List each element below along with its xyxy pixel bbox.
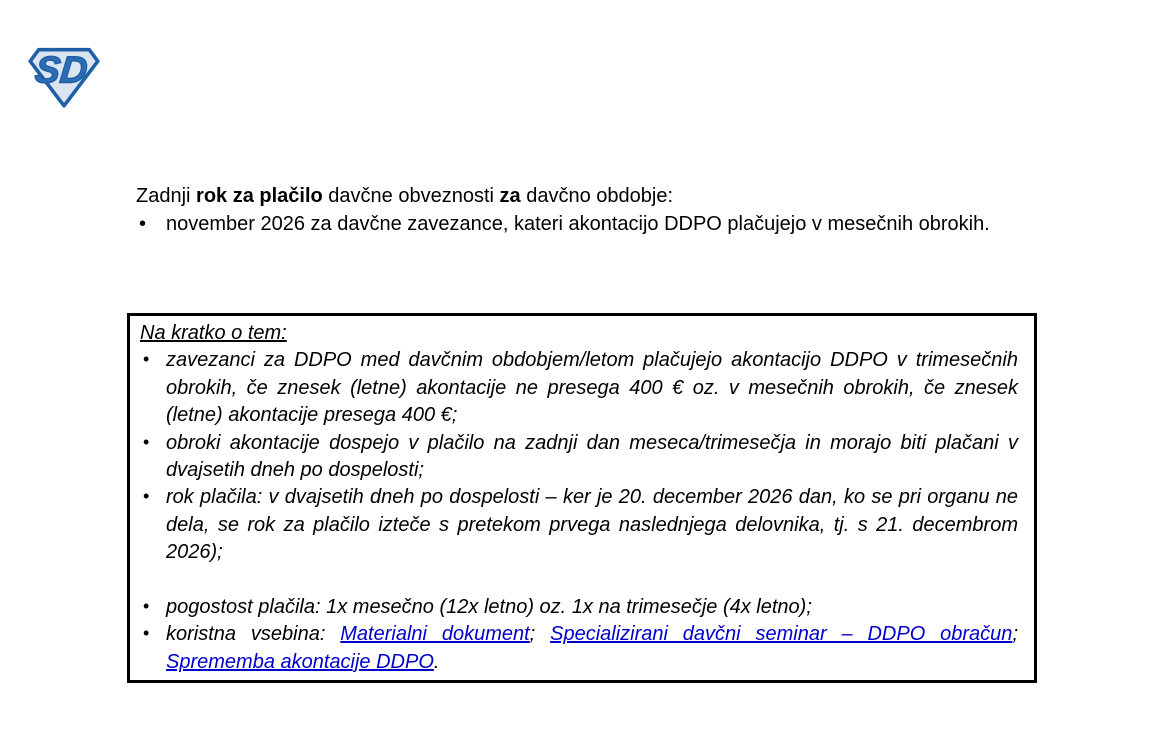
box-list-item-4 xyxy=(140,594,1018,621)
bullet-5-prefix: koristna vsebina: xyxy=(166,623,341,646)
intro-text-2: davčne obveznosti xyxy=(322,185,500,207)
bullet-marker: • xyxy=(143,349,150,370)
link-specializirani-davcni-seminar-ddpo-obracun[interactable]: Specializirani davčni seminar – DDPO obračun xyxy=(550,623,1013,646)
logo-letters: SD xyxy=(33,48,90,91)
box-bullet-1-text: zavezanci za DDPO med davčnim obdobjem/letom plačujejo akontacijo DDPO v trimesečnih obrokih, če znesek (letne) akontacije ne presega 400 € oz. v mesečnih obrokih, če znesek (letne) akontacije presega 400 €; xyxy=(166,349,1018,427)
box-list-item-1 xyxy=(140,347,1018,429)
bullet-5-end: . xyxy=(433,650,440,673)
intro-bold-za: za xyxy=(499,185,521,207)
box-bullet-5-text xyxy=(166,623,1018,672)
intro-bold-rok-za-placilo: rok za plačilo xyxy=(196,185,323,207)
link-sprememba-akontacije-ddpo[interactable]: Sprememba akontacije DDPO xyxy=(166,650,434,673)
intro-text-3: davčno obdobje: xyxy=(520,185,673,207)
bullet-marker: • xyxy=(139,213,147,235)
box-bullet-2-text: obroki akontacije dospejo v plačilo na zadnji dan meseca/trimesečja in morajo biti plačani v dvajsetih dneh po dospelosti; xyxy=(166,431,1018,482)
box-list-item-2 xyxy=(140,430,1018,485)
box-bullet-4-text: pogostost plačila: 1x mesečno (12x letno) oz. 1x na trimesečje (4x letno); xyxy=(166,596,812,619)
blank-line-spacer xyxy=(140,567,1018,594)
box-list-item-5 xyxy=(140,621,1018,676)
box-title: Na kratko o tem: xyxy=(140,322,287,344)
bullet-marker: • xyxy=(143,596,150,617)
intro-list-item xyxy=(136,205,1020,243)
intro-bullet-text: november 2026 za davčne zavezance, kateri akontacijo DDPO plačujejo v mesečnih obrokih. xyxy=(166,213,990,235)
bullet-5-sep-1: ; xyxy=(529,623,551,646)
box-bullet-3-text: rok plačila: v dvajsetih dneh po dospelosti – ker je 20. december 2026 dan, ko se pri organu ne dela, se rok za plačilo izteče s pretekom prvega naslednjega delovnika, tj. s 21. decembrom 2026); xyxy=(166,486,1018,564)
sd-shield-logo xyxy=(28,45,100,109)
link-materialni-dokument[interactable]: Materialni dokument xyxy=(340,623,530,646)
bullet-marker: • xyxy=(143,623,150,644)
intro-text-1: Zadnji xyxy=(136,185,197,207)
summary-box xyxy=(127,313,1037,683)
box-list-item-3 xyxy=(140,484,1018,566)
bullet-marker: • xyxy=(143,486,150,507)
bullet-5-sep-2: ; xyxy=(1012,623,1018,646)
bullet-marker: • xyxy=(143,431,150,452)
